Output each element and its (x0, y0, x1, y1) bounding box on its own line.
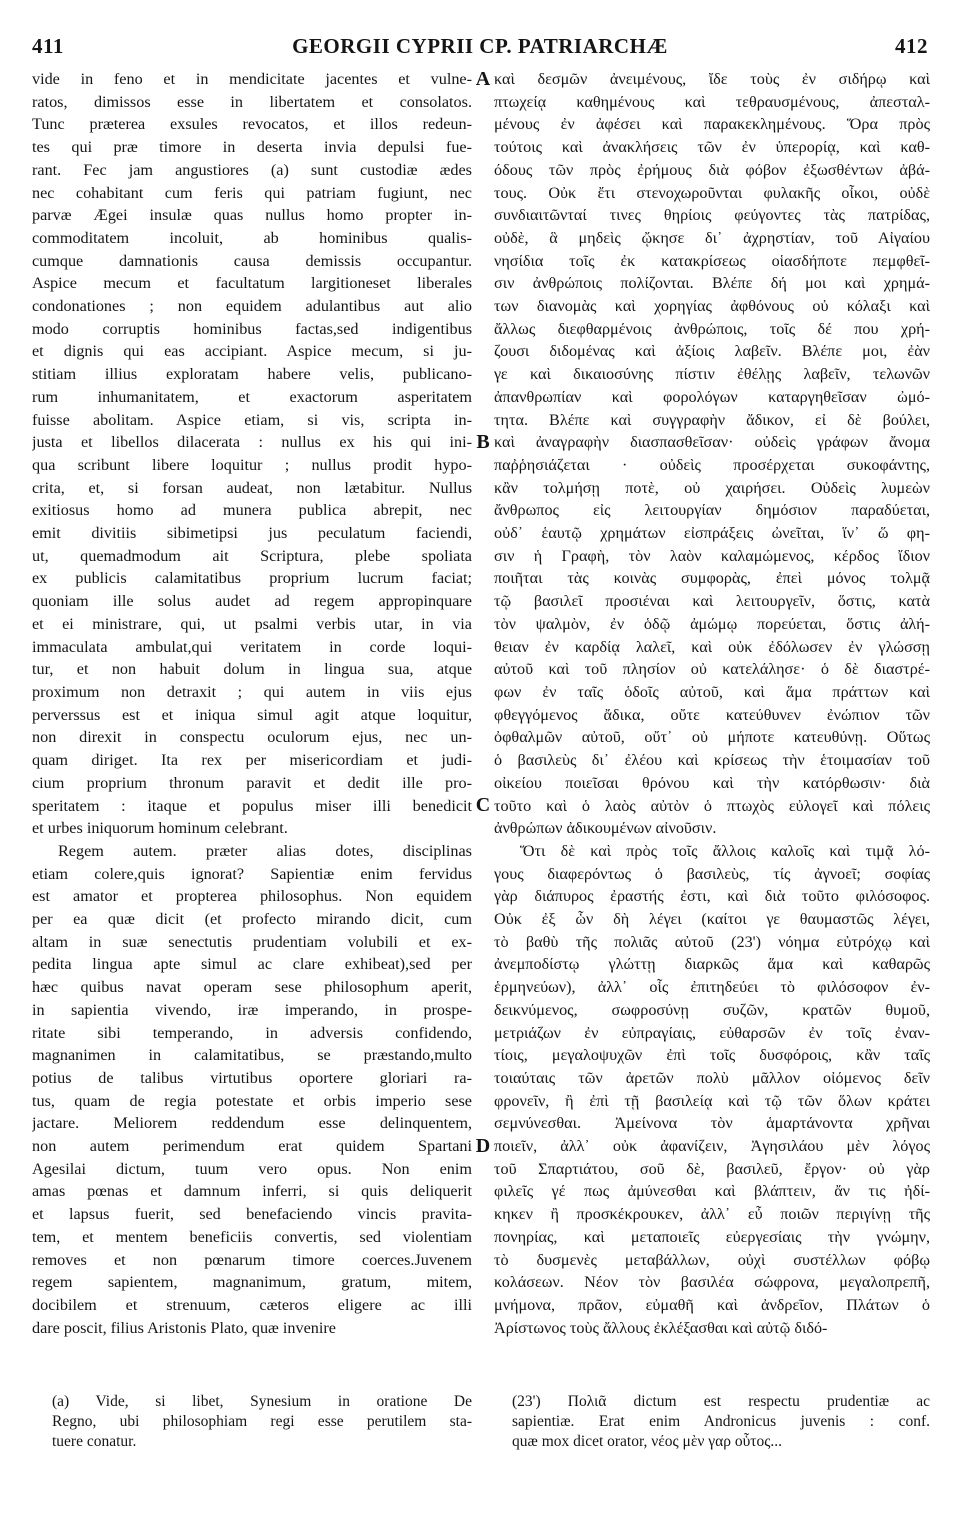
latin-text-line: regem sapientem, magnanimum, gratum, mitem, (32, 1273, 472, 1292)
greek-text-line: παῤῥησιάζεται · οὐδεὶς προσέρχεται συκοφάντης, (494, 455, 930, 474)
footnote-line: tuere conatur. (52, 1433, 137, 1450)
greek-text-line: οἰκείου ποιεῖσαι θρόνου καὶ τὴν κατόρθωσιν· διὰ (494, 773, 930, 792)
running-title: GEORGII CYPRII CP. PATRIARCHÆ (292, 34, 668, 58)
greek-text-line: τὸ βαθὺ τῆς πολιᾶς αὐτοῦ (23') νόημα εὐτρόχῳ καὶ (494, 932, 930, 951)
latin-text-line: Aspice mecum et facultatum largitioneset liberales (32, 274, 472, 293)
greek-text-line: συνδιαιτῶνταί τινες θηρίοις φεύγοντες τὰς πατρίδας, (494, 206, 930, 225)
page-number-right: 412 (895, 34, 928, 58)
footnote-line: (a) Vide, si libet, Synesium in oratione De (52, 1393, 472, 1410)
greek-text-line: τὸ δυσμενὲς μεταβάλλων, οὐχὶ συστέλλων φόβῳ (494, 1250, 930, 1269)
margin-letter-d: D (475, 1135, 491, 1157)
greek-text-line: νησίδια τοῖς ἐκ κατακρίσεως οἱασδήποτε πεμφθεῖ- (494, 251, 930, 270)
greek-text-line: τίοις, μεγαλοψυχῶν ἐπὶ τοῖς δυσφόροις, κἂν ταῖς (494, 1046, 930, 1065)
latin-text-line: amas pœnas et damnum inferri, si quis deliquerit (32, 1182, 472, 1201)
footnote-line: Regno, ubi philosophiam regi esse perutilem sta- (52, 1413, 472, 1430)
greek-text-line: οὐδὲ, ἃ μηδεὶς ᾤκησε δι᾽ ἀχρηστίαν, τοῦ Αἰγαίου (494, 228, 930, 247)
latin-text-line: potius de talibus virtutibus oportere gloriari ra- (32, 1068, 472, 1087)
greek-text-line: σιν ἡ Γραφὴ, τὸν λαὸν καλαμώμενος, κέρδος ἴδιον (494, 546, 930, 565)
margin-letter-c: C (475, 794, 491, 816)
greek-text-line: ἀνθρώπων ἀδικουμένων αἰνοῦσιν. (494, 819, 717, 838)
greek-text-line: Ὅτι δὲ καὶ πρὸς τοῖς ἄλλοις καλοῖς καὶ τιμᾷ λό- (520, 841, 930, 860)
greek-text-line: κἂν τολμήσῃ ποτὲ, οὐ χαιρήσει. Οὐδεὶς λυμεὼν (494, 478, 930, 497)
latin-text-line: commoditatem incoluit, ab hominibus qualis- (32, 228, 472, 247)
greek-text-line: γε καὶ δικαιοσύνης πίστιν ἐθέλῃς λαβεῖν, τελωνῶν (494, 365, 930, 384)
latin-text-line: ratos, dimissos esse in libertatem et consolatos. (32, 92, 472, 111)
greek-text-line: τητα. Βλέπε καὶ συγγραφὴν ἄδικον, εἰ δὲ βούλει, (494, 410, 930, 429)
latin-text-line: docibilem et strenuum, cæteros eligere ac illi (32, 1295, 472, 1314)
greek-text-line: ἄνθρωπος εἰς λειτουργίαν δημόσιον παραδύεται, (494, 501, 930, 520)
greek-text-line: σεμνύνεσθαι. Ἀμείνονα τὸν ἁμαρτάνοντα χρῆναι (494, 1114, 930, 1133)
footnote-line: quæ mox dicet orator, νέος μὲν γαρ οὗτος... (512, 1433, 783, 1450)
latin-text-line: rant. Fec jam angustiores (a) sunt custodiæ ædes (32, 160, 472, 179)
latin-text-line: quoniam ille solus audet ad regem appropinquare (32, 592, 472, 611)
greek-text-line: μνήμονα, πρᾶον, εὐμαθῆ καὶ ἀνδρεῖον, Πλάτων ὁ (494, 1295, 930, 1314)
greek-text-line: τοῦτο καὶ ὁ λαὸς αὐτὸν ὁ πτωχὸς εὐλογεῖ καὶ πόλεις (494, 796, 930, 815)
latin-text-line: condonationes ; non equidem adulantibus aut alio (32, 297, 472, 316)
greek-text-line: θειαν ἐν καρδίᾳ λαλεῖ, καὶ οὐκ ἐδόλωσεν ἐν γλώσσῃ (494, 637, 930, 656)
latin-text-line: tur, et non habuit dolum in lingua sua, atque (32, 660, 472, 679)
latin-text-line: etiam colere,quis ignorat? Sapientiæ enim fervidus (32, 864, 472, 883)
greek-text-line: κηκεν ἢ προσκέκρουκεν, ἀλλ᾽ εὖ ποιῶν περιγίνῃ τῆς (494, 1205, 930, 1224)
latin-text-line: non direxit in conspectu oculorum ejus, nec un- (32, 728, 472, 747)
latin-text-line: per ea quæ dicit (et profecto mirando dicit, cum (32, 910, 472, 929)
greek-column (494, 68, 930, 1358)
greek-text-line: ἄλλως διεφθαρμένοις ἀνθρώποις, τοῖς δέ που χρή- (494, 319, 930, 338)
latin-text-line: emit divitiis sibimetipsi jus peculatum faciendi, (32, 524, 472, 543)
latin-text-line: tus, quam de regia potestate et orbis imperio sese (32, 1091, 472, 1110)
latin-text-line: Tunc præterea exsules revocatos, et illos redeun- (32, 115, 472, 134)
greek-text-line: ποιεῖν, ἀλλ᾽ οὐκ ἀφανίζειν, Ἀγησιλάου μὲν λόγος (494, 1137, 930, 1156)
latin-text-line: stitiam illius exploratam habere velis, publicano- (32, 365, 472, 384)
greek-text-line: μετριάζων ἐν εὐπραγίαις, εὐθαρσῶν ἐν τοῖς ἐναν- (494, 1023, 930, 1042)
latin-text-line: immaculata ambulat,qui veritatem in corde loqui- (32, 637, 472, 656)
latin-text-line: hæc quibus navat operam sese philosophum aperit, (32, 978, 472, 997)
greek-text-line: μένους ἐν ἀφέσει καὶ παρακεκλημένους. Ὅρα πρὸς (494, 115, 930, 134)
page-number-left: 411 (32, 34, 64, 58)
greek-text-line: καὶ δεσμῶν ἀνειμένους, ἴδε τοὺς ἐν σιδήρῳ καὶ (494, 70, 930, 88)
latin-text-line: nec cohabitant cum feris qui patriam fugiunt, nec (32, 183, 472, 202)
greek-text-line: τοιαύταις τῶν ἀρετῶν πολὺ μᾶλλον οἰόμενος δεῖν (494, 1068, 930, 1087)
latin-text-line: exitiosus homo ad munera publica abrepit, nec (32, 501, 472, 520)
latin-text-line: pedita lingua apte simul ac clare exhibeat),sed per (32, 955, 472, 974)
latin-text-line: modo corruptis hominibus factas,sed indigentibus (32, 319, 472, 338)
latin-text-line: ritate sibi temperando, in adversis confidendo, (32, 1023, 472, 1042)
footnote-latin (52, 1392, 472, 1452)
latin-text-line: removes et non pœnarum timore coerces.Juvenem (32, 1250, 472, 1269)
latin-text-line: in sapientia vivendo, iræ imperando, in prospe- (32, 1000, 472, 1019)
greek-text-line: ζουσι διδομένας καὶ ἀξίοις λαβεῖν. Βλέπε μοι, ἐὰν (494, 342, 930, 361)
latin-text-line: Agesilai dictum, tuum vero opus. Non enim (32, 1159, 472, 1178)
footnote-line: (23') Πολιᾶ dictum est respectu prudentiæ ac (512, 1393, 930, 1410)
greek-text-line: δεικνύμενος, σωφροσύνῃ συζῶν, κρατῶν θυμοῦ, (494, 1000, 930, 1019)
latin-text-line: cium proprium thronum paravit et dedit ille pro- (32, 773, 472, 792)
latin-text-line: et dignis qui eas accipiant. Aspice mecum, si ju- (32, 342, 472, 361)
greek-text-line: γὰρ διάπυρος ἐραστής ἐστι, καὶ διὰ τοῦτο φιλόσοφος. (494, 887, 930, 906)
greek-text-line: Ἀρίστωνος τοὺς ἄλλους ἐκλέξασθαι καὶ αὐτῷ διδό- (494, 1318, 828, 1337)
greek-text-line: τούτοις καὶ ἀνακλήσεις τῶν ἐν ὑπερορίᾳ, καὶ καθ- (494, 138, 930, 157)
latin-text-line: est amator et propterea philosophus. Non equidem (32, 887, 472, 906)
latin-text-line: qua scribunt libere loquitur ; nullus prodit hypo- (32, 455, 472, 474)
greek-text-line: ποιῆται τὰς κοινὰς συμφορὰς, ἐπεὶ μόνος τολμᾷ (494, 569, 930, 588)
greek-text-line: φιλεῖς γέ πως ἀμύνεσθαι καὶ βλάπτειν, ἄν τις ἠδί- (494, 1182, 930, 1201)
greek-text-line: ἀνεμποδίστῳ γλώττῃ διαρκῶς ἅμα καὶ καθαρῶς (494, 955, 930, 974)
latin-text-line: justa et libellos dilacerata : nullus ex his qui ini- (32, 433, 472, 452)
greek-text-line: φθεγγόμενος ἄδικα, οὔτε κατεύθυνεν ἐνώπιον τῶν (494, 705, 930, 724)
latin-text-line: parvæ Ægei insulæ quas nullus homo propter in- (32, 206, 472, 225)
running-header (32, 34, 928, 60)
greek-text-line: φων ἐν ταῖς ὁδοῖς αὐτοῦ, καὶ ἅμα πράττων καὶ (494, 682, 930, 701)
greek-text-line: φρονεῖν, ἢ ἐπὶ τῇ βασιλείᾳ καὶ τῷ τῶν ὅλων κράτει (494, 1091, 930, 1110)
latin-text-line: quam diriget. Ita rex per misericordiam et judi- (32, 751, 472, 770)
latin-column (32, 68, 472, 1358)
latin-text-line: tem, et mentem beneficiis convertis, sed violentiam (32, 1227, 472, 1246)
latin-text-line: altam in suæ senectutis prudentiam volubili et ex- (32, 932, 472, 951)
margin-letter-b: B (476, 431, 490, 453)
greek-text-line: σιν ἀνθρώποις πολίζονται. Βλέπε δή μοι καὶ χρημά- (494, 274, 930, 293)
greek-text-line: οὐδ᾽ ἑαυτῷ χρημάτων εἰσπράξεις ὠνεῖται, ἵν᾽ ὥ φη- (494, 524, 930, 543)
greek-text-line: ἑρμηνεύων), ἀλλ᾽ οἷς ἐπιτηδεύει τὸ φιλόσοφον ἐν- (494, 978, 930, 997)
latin-text-line: Regem autem. præter alias dotes, disciplinas (58, 841, 472, 860)
latin-text-line: et lapsus fuerit, sed benefaciendo vincis pravita- (32, 1205, 472, 1224)
greek-text-line: αὐτοῦ καὶ τοῦ πλησίον οὐ κατελάλησε· ὁ δὲ διαστρέ- (494, 660, 930, 679)
greek-text-line: ὁ βασιλεὺς δι᾽ ἐλέου καὶ κρίσεως τὴν ἑτοιμασίαν τοῦ (494, 751, 930, 770)
latin-text-line: magnanimen in calamitatibus, se præstando,multo (32, 1046, 472, 1065)
footnote-line: sapientiæ. Erat enim Andronicus juvenis : conf. (512, 1413, 930, 1430)
latin-text-line: tes qui præ timore in deserta invia depulsi fue- (32, 138, 472, 157)
latin-text-line: speritatem : itaque et populus miser illi benedicit (32, 796, 472, 815)
latin-text-line: vide in feno et in mendicitate jacentes et vulne- (32, 70, 472, 88)
latin-text-line: proximum non detraxit ; qui autem in viis ejus (32, 682, 472, 701)
latin-text-line: fuisse abolitam. Aspice etiam, si vis, scripta in- (32, 410, 472, 429)
greek-text-line: καὶ ἀναγραφὴν διασπασθεῖσαν· οὐδεὶς γράφων ἄνομα (494, 433, 930, 452)
greek-text-line: Οὐκ ἐξ ὧν δὴ λέγει (καίτοι γε θαυμαστῶς λέγει, (494, 910, 930, 929)
greek-text-line: τὸν ψαλμὸν, ἐν ὁδῷ ἀμώμῳ πορεύεται, ὅστις ἀλή- (494, 614, 930, 633)
greek-text-line: τοῦ Σπαρτιάτου, σοῦ δὲ, βασιλεῦ, ἔργον· οὐ γὰρ (494, 1159, 930, 1178)
greek-text-line: τῷ βασιλεῖ προσιέναι καὶ λειτουργεῖν, ὅστις, κατὰ (494, 592, 930, 611)
greek-text-line: τους. Οὐκ ἔτι στενοχωροῦνται φυλακῆς οἶκοι, οὐδὲ (494, 183, 930, 202)
greek-text-line: πονηρίας, καὶ μεταποιεῖς εὐεργεσίαις τὴν γνώμην, (494, 1227, 930, 1246)
greek-text-line: γους διαφερόντως ὁ βασιλεὺς, τίς ἀγνοεῖ; σοφίας (494, 864, 930, 883)
latin-text-line: non autem perimendum erat quidem Spartani (32, 1137, 472, 1156)
greek-text-line: των διανομὰς καὶ χορηγίας ἀφθόνους οὐ κόλαξι καὶ (494, 297, 930, 316)
greek-text-line: ὀφθαλμῶν αὐτοῦ, οὔτ᾽ οὐ μήποτε κατευθύνῃ. Οὕτως (494, 728, 930, 747)
latin-text-line: et ei ministrare, qui, ut psalmi verbis utar, in via (32, 614, 472, 633)
latin-text-line: et urbes iniquorum hominum celebrant. (32, 819, 288, 838)
latin-text-line: cumque damnationis causa demissis occupantur. (32, 251, 472, 270)
latin-text-line: ut, quemadmodum ait Scriptura, plebe spoliata (32, 546, 472, 565)
greek-text-line: πτωχείᾳ καθημένους καὶ τεθραυσμένους, ἀπεσταλ- (494, 92, 930, 111)
footnote-greek (512, 1392, 930, 1452)
latin-text-line: perverssus est et iniqua simul agit atque loquitur, (32, 705, 472, 724)
greek-text-line: όδους τῶν πρὸς ἐρήμους διὰ φόβον ἐξωσθέντων ἀβά- (494, 160, 930, 179)
latin-text-line: dare poscit, filius Aristonis Plato, quæ invenire (32, 1318, 336, 1337)
margin-letter-a: A (475, 68, 491, 90)
latin-text-line: jactare. Meliorem reddendum esse delinquentem, (32, 1114, 472, 1133)
latin-text-line: ex publicis calamitatibus proprium lucrum faciat; (32, 569, 472, 588)
latin-text-line: crita, et, si forsan audeat, non lætabitur. Nullus (32, 478, 472, 497)
greek-text-line: κολάσεων. Νέον τὸν βασιλέα σώφρονα, μεγαλοπρεπῆ, (494, 1273, 930, 1292)
greek-text-line: ἀπανθρωπίαν καὶ φορολόγων καταργηθεῖσαν ὠμό- (494, 387, 930, 406)
latin-text-line: rum inhumanitatem, et exactorum asperitatem (32, 387, 472, 406)
